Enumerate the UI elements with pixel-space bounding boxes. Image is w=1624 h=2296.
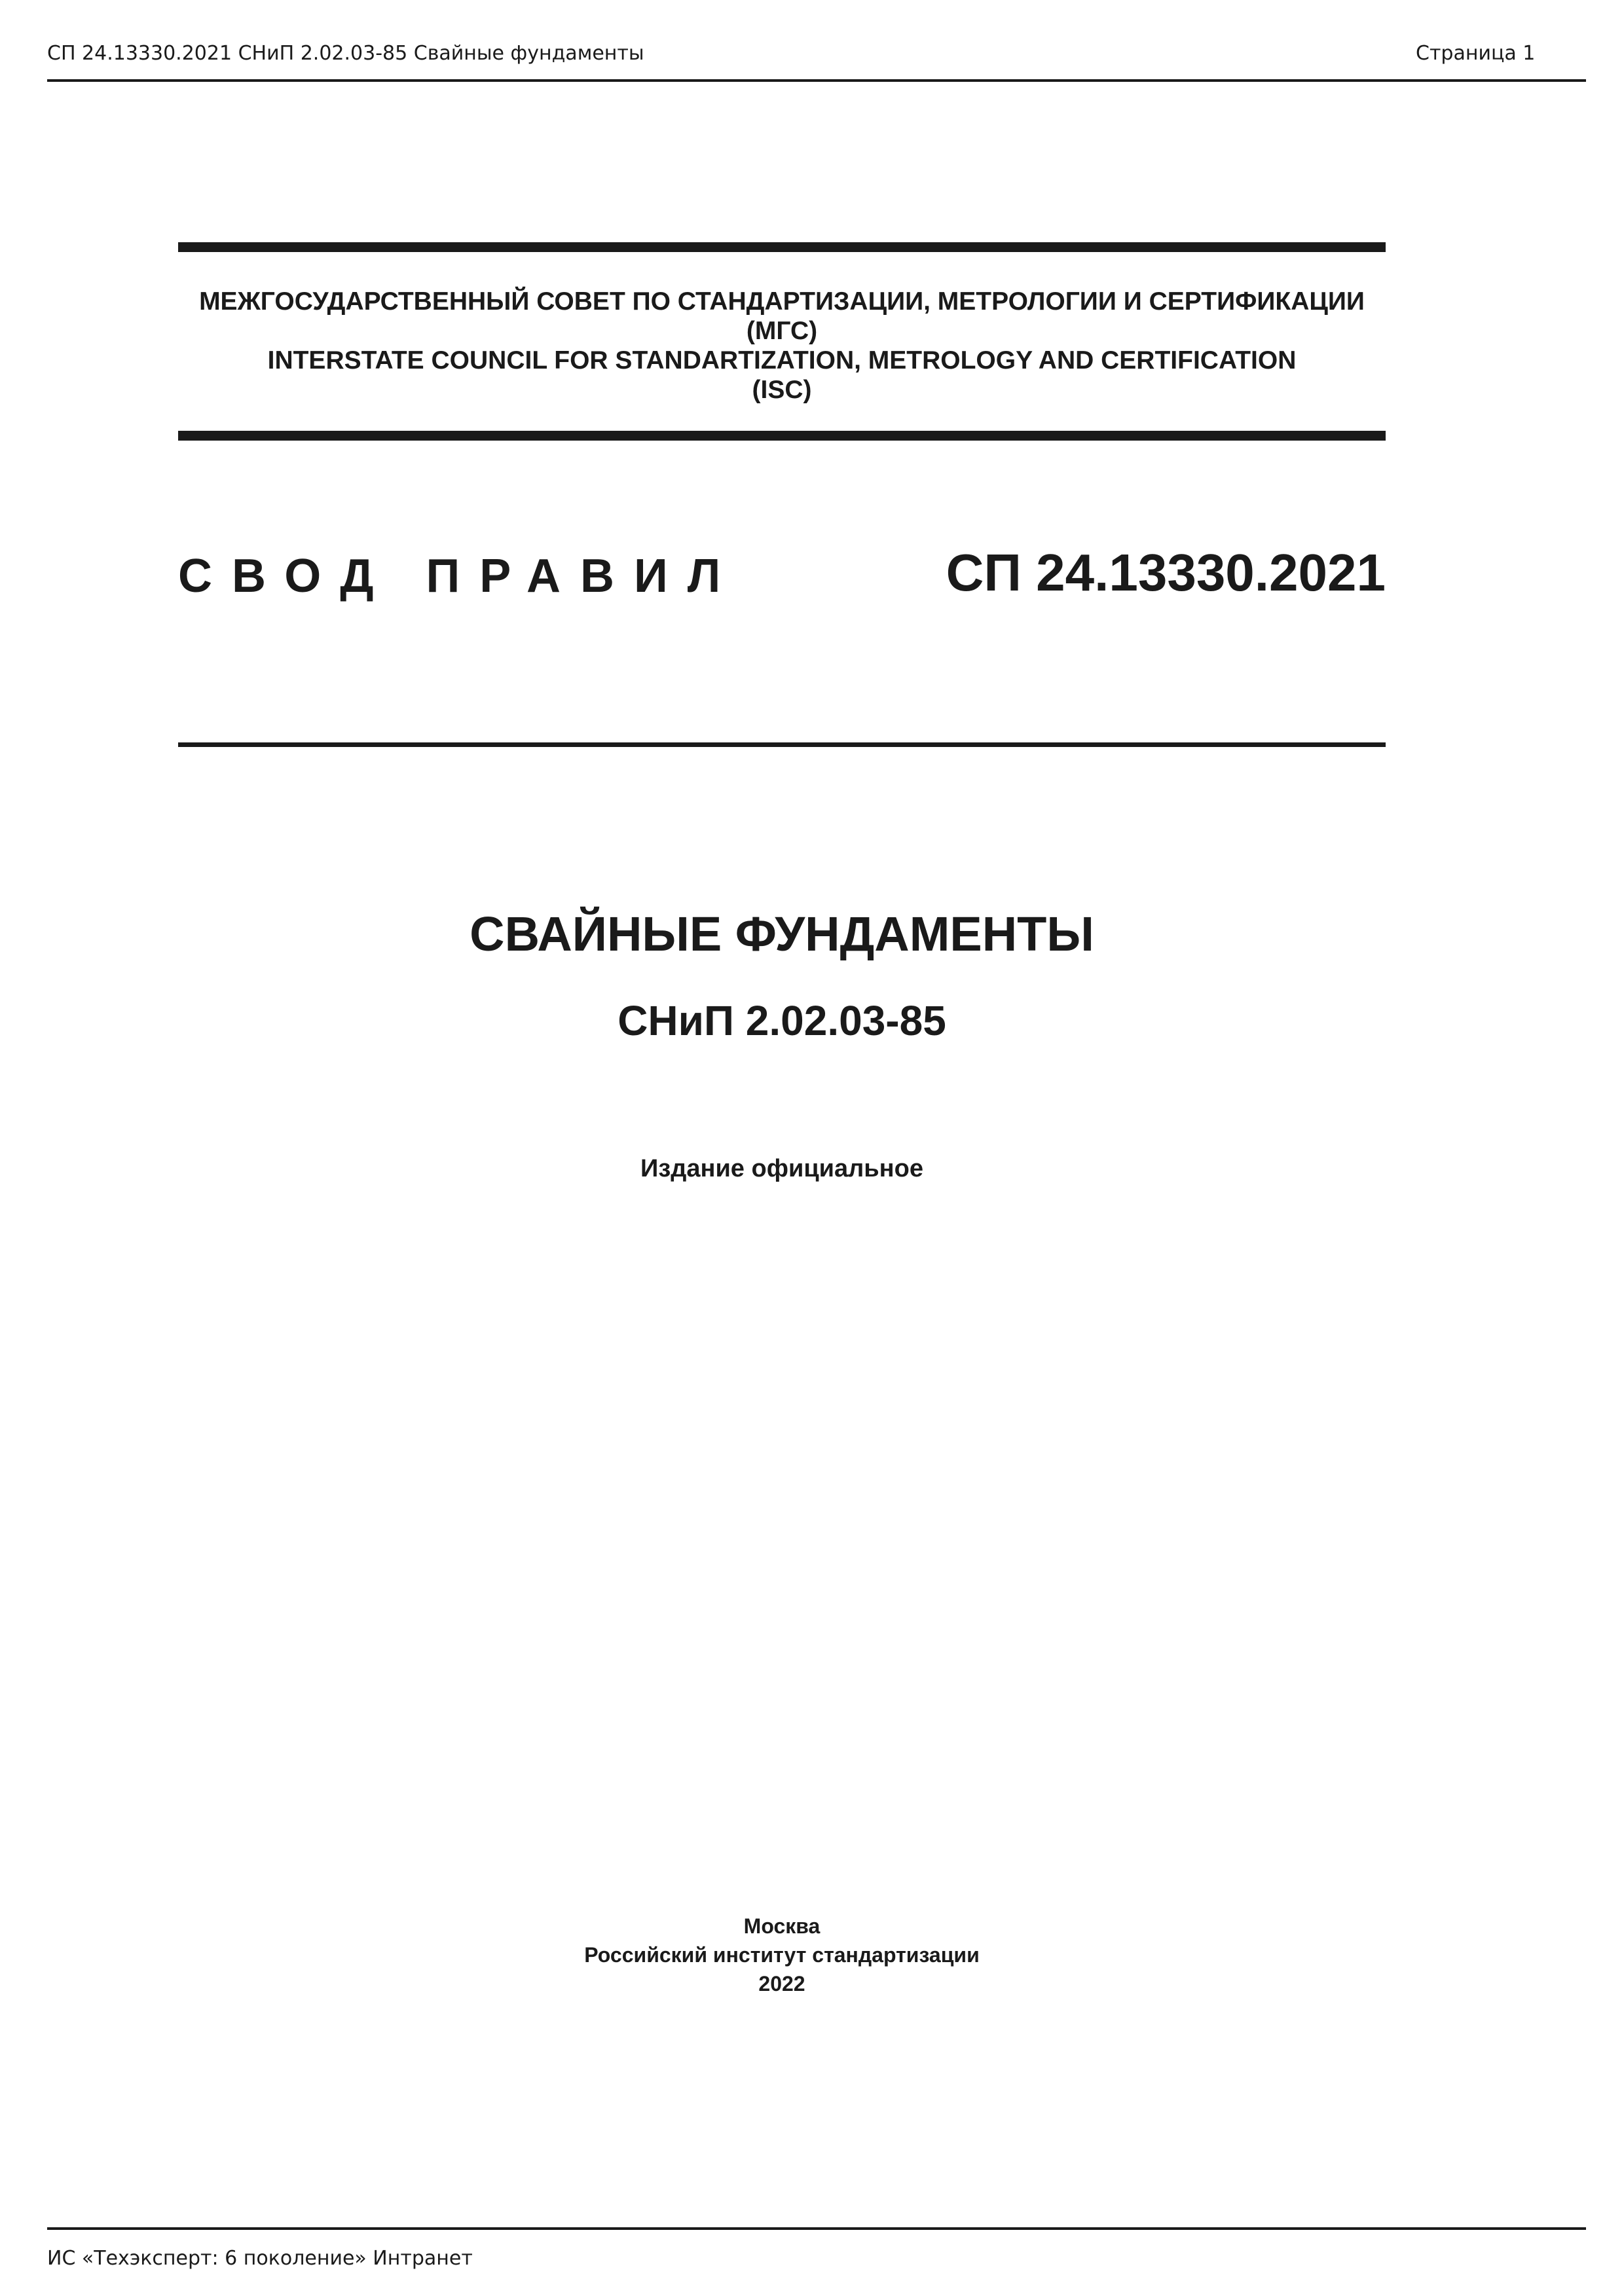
publisher-city: Москва	[743, 1914, 821, 1938]
document-title: СВАЙНЫЕ ФУНДАМЕНТЫ	[470, 907, 1094, 961]
publisher-block	[178, 1912, 1386, 1998]
footer-divider	[47, 2227, 1586, 2230]
standard-type-label: СВОД ПРАВИЛ	[178, 550, 741, 602]
title-divider	[178, 742, 1386, 747]
council-abbr-ru: (МГС)	[746, 317, 818, 345]
publisher-organization: Российский институт стандартизации	[584, 1943, 980, 1967]
council-abbr-en: (ISC)	[752, 376, 812, 404]
council-block	[178, 287, 1386, 405]
document-subtitle: СНиП 2.02.03-85	[618, 997, 946, 1044]
header-page-number: Страница 1	[1416, 42, 1536, 65]
edition-label: Издание официальное	[640, 1155, 923, 1182]
council-name-en: INTERSTATE COUNCIL FOR STANDARTIZATION, METROLOGY AND CERTIFICATION	[267, 346, 1297, 374]
council-bottom-band	[178, 431, 1386, 441]
header-document-title: СП 24.13330.2021 СНиП 2.02.03-85 Свайные фундаменты	[47, 42, 644, 65]
council-name-ru: МЕЖГОСУДАРСТВЕННЫЙ СОВЕТ ПО СТАНДАРТИЗАЦИИ, МЕТРОЛОГИИ И СЕРТИФИКАЦИИ	[199, 287, 1365, 316]
page-header	[47, 41, 1586, 80]
standard-number: СП 24.13330.2021	[946, 543, 1386, 602]
header-divider	[47, 79, 1586, 82]
footer-system-label: ИС «Техэксперт: 6 поколение» Интранет	[47, 2247, 473, 2270]
publisher-year: 2022	[758, 1972, 805, 1995]
council-top-band	[178, 242, 1386, 252]
